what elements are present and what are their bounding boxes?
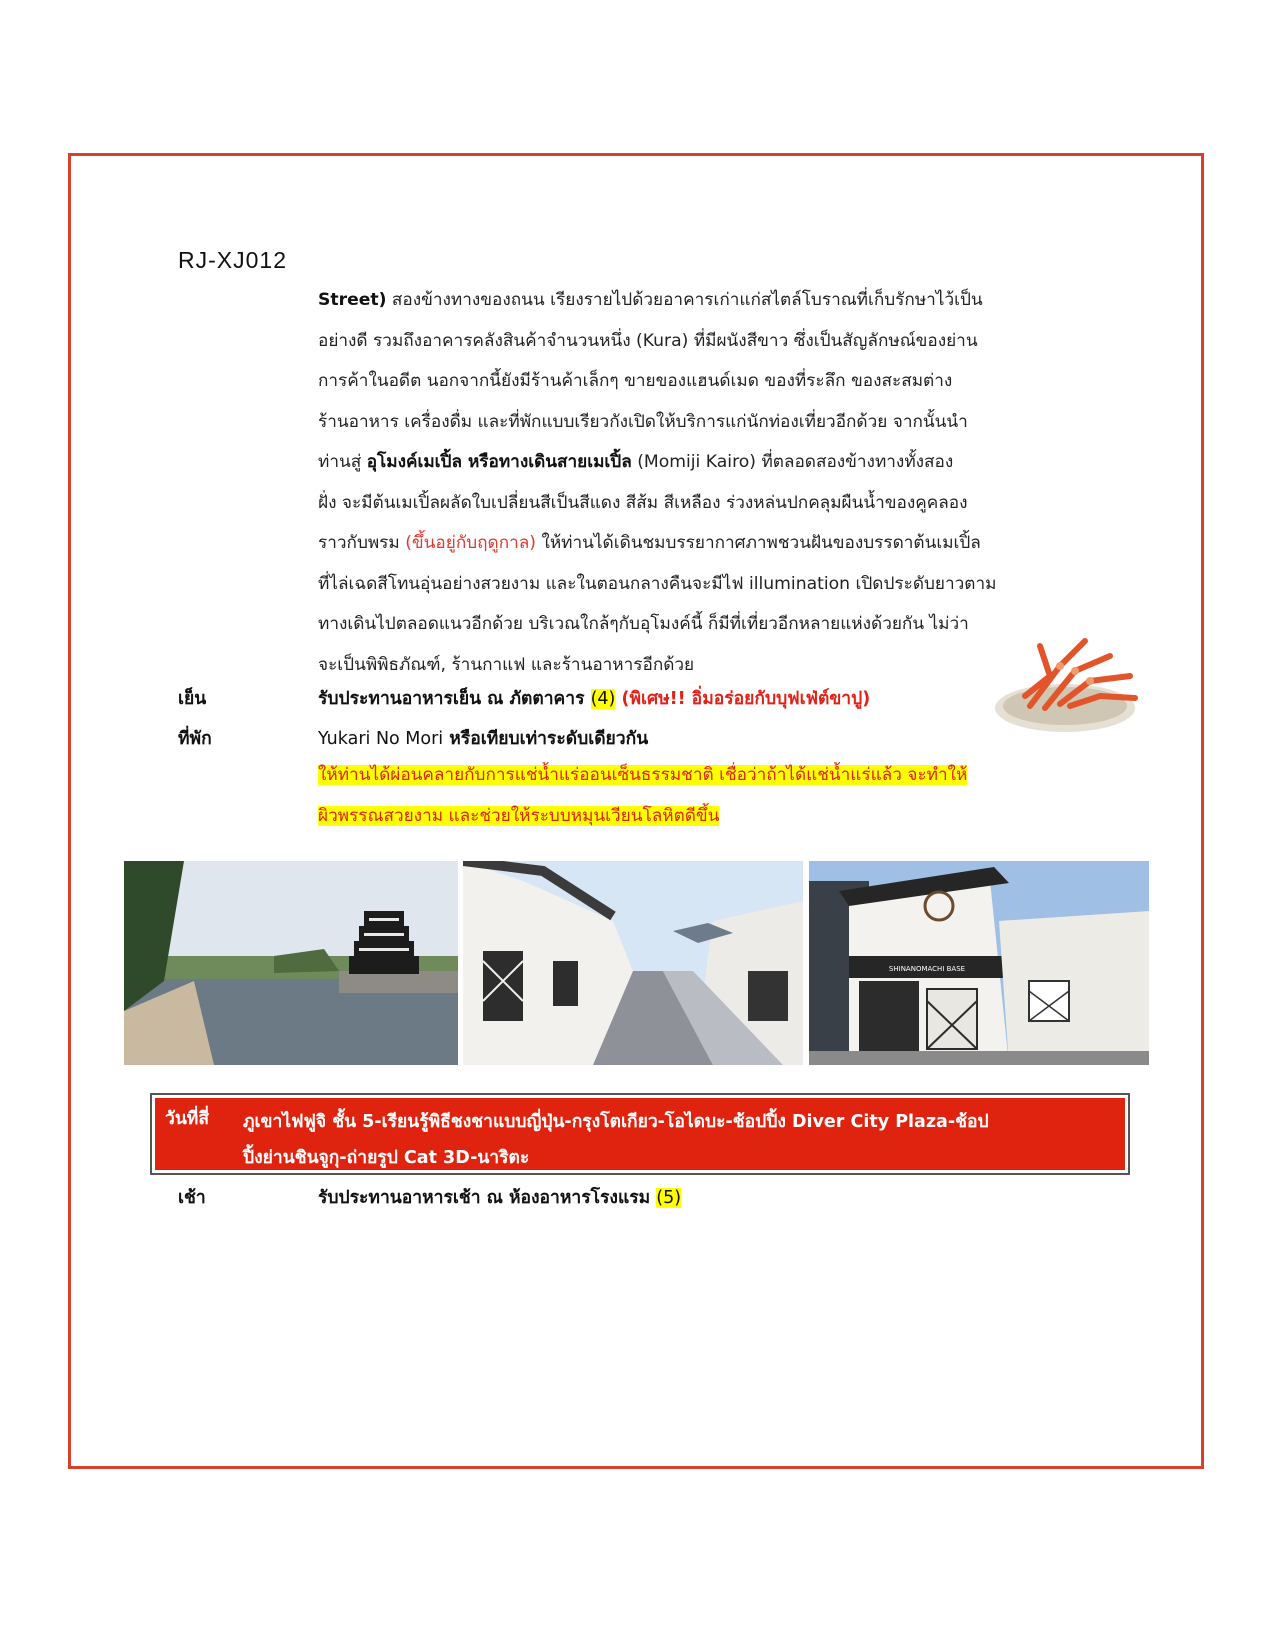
- tour-code: RJ-XJ012: [178, 247, 287, 273]
- shop-sign-text: SHINANOMACHI BASE: [888, 965, 966, 973]
- maple-tunnel-name: อุโมงค์เมเปิ้ล หรือทางเดินสายเมเปิ้ล: [366, 452, 632, 472]
- onsen-note: ให้ท่านได้ผ่อนคลายกับการแช่น้ำแร่ออนเซ็นธรรมชาติ เชื่อว่าถ้าได้แช่น้ำแร่แล้ว จะทำให้ ผิวพรรณสวยงาม และช่วยให้ระบบหมุนเวียนโลหิตดีขึ้น: [318, 765, 968, 826]
- day4-banner: [150, 1093, 1130, 1175]
- dinner-label: เย็น: [178, 689, 207, 709]
- day4-title: ภูเขาไฟฟูจิ ชั้น 5-เรียนรู้พิธีชงชาแบบญี่ปุ่น-กรุงโตเกียว-โอไดบะ-ช้อปปิ้ง Diver City Plaza-ช้อป ปิ้งย่านชินจูกุ-ถ่ายรูป Cat 3D-นาริตะ: [243, 1112, 989, 1168]
- castle-photo: [124, 861, 458, 1065]
- crab-buffet-photo: [990, 636, 1140, 736]
- day4-label: วันที่สี่: [165, 1109, 210, 1129]
- dinner-special: (พิเศษ!! อิ่มอร่อยกับบุฟเฟ่ต์ขาปู): [621, 689, 871, 709]
- shop-building-photo: [809, 861, 1149, 1065]
- meal-number: (4): [590, 689, 616, 709]
- breakfast-label: เช้า: [178, 1188, 206, 1208]
- kura-street-photo: [463, 861, 803, 1065]
- hotel-name: Yukari No Mori: [318, 729, 444, 749]
- breakfast-meal-number: (5): [656, 1188, 682, 1208]
- hotel-label: ที่พัก: [178, 729, 212, 749]
- description-paragraph: Street) สองข้างทางของถนน เรียงรายไปด้วยอาคารเก่าแก่สไตล์โบราณที่เก็บรักษาไว้เป็น อย่างดี รวมถึงอาคารคลังสินค้าจำนวนหนึ่ง (Kura) ที่มีผนังสีขาว ซึ่งเป็นสัญลักษณ์ของย่าน การค้าในอดีต นอกจากนี้ยังมีร้านค้าเล็กๆ ขายของแฮนด์เมด ของที่ระลึก ของสะสมต่าง ร้านอาหาร เครื่องดื่ม และที่พักแบบเรียวกังเปิดให้บริการแก่นักท่องเที่ยวอีกด้วย จากนั้นนำ ท่านสู่ อุโมงค์เมเปิ้ล หรือทางเดินสายเมเปิ้ล (Momiji Kairo) ที่ตลอดสองข้างทางทั้งสอง ฝั่ง จะมีต้นเมเปิ้ลผลัดใบเปลี่ยนสีเป็นสีแดง สีส้ม สีเหลือง ร่วงหล่นปกคลุมผืนน้ำของคูคลอง ราวกับพรม (ขึ้นอยู่กับฤดูกาล) ให้ท่านได้เดินชมบรรยากาศภาพชวนฝันของบรรดาต้นเมเปิ้ล ที่ไล่เฉดสีโทนอุ่นอย่างสวยงาม และในตอนกลางคืนจะมีไฟ illumination เปิดประดับยาวตาม ทางเดินไปตลอดแนวอีกด้วย บริเวณใกล้ๆกับอุโมงค์นี้ ก็มีที่เที่ยวอีกหลายแห่งด้วยกัน ไม่ว่า จะเป็นพิพิธภัณฑ์, ร้านกาแฟ และร้านอาหารอีกด้วย: [318, 290, 997, 675]
- season-note: (ขึ้นอยู่กับฤดูกาล): [405, 533, 536, 553]
